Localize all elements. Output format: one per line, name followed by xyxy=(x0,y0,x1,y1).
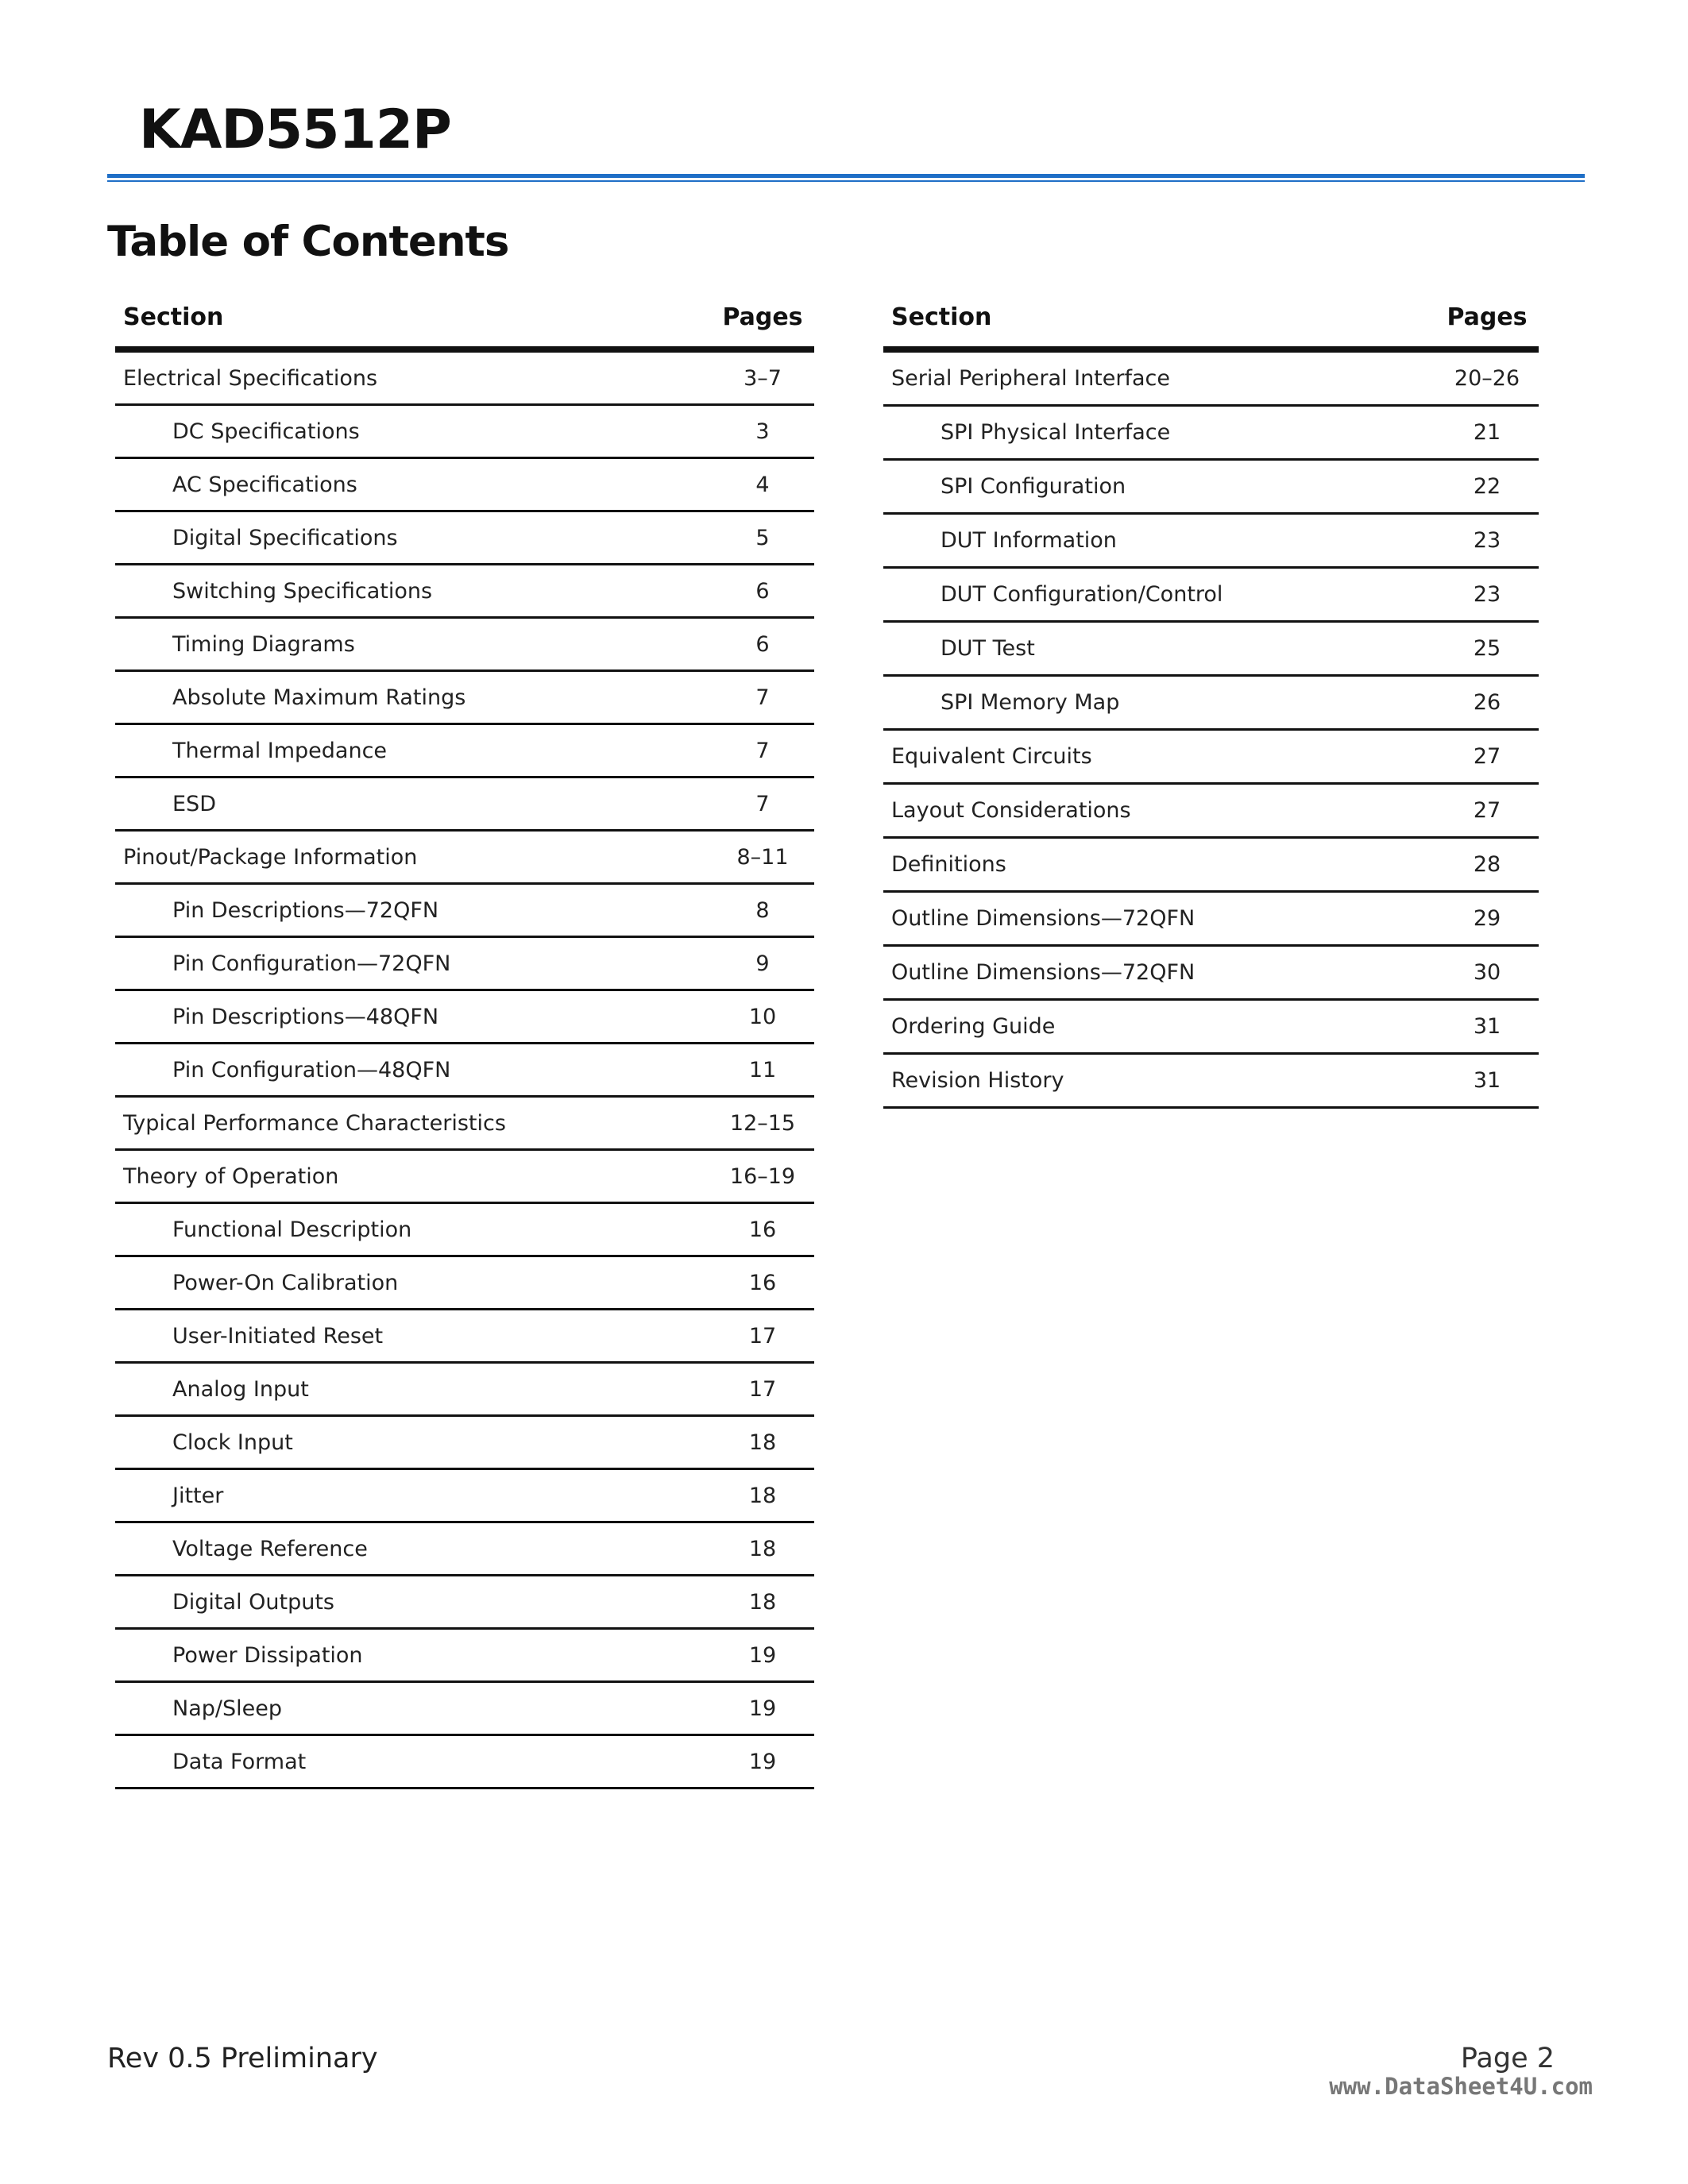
toc-entry-label: Digital Outputs xyxy=(115,1576,711,1629)
toc-subsection-row xyxy=(883,568,1539,622)
toc-subsection-row xyxy=(115,671,814,724)
toc-entry-pages: 8 xyxy=(711,884,814,937)
document-title: KAD5512P xyxy=(139,98,451,161)
toc-entry-label: Digital Specifications xyxy=(115,511,711,565)
toc-entry-pages: 23 xyxy=(1435,514,1539,568)
column-header-pages: Pages xyxy=(711,300,814,349)
toc-entry-pages: 3–7 xyxy=(711,349,814,405)
toc-entry-pages: 26 xyxy=(1435,676,1539,730)
toc-subsection-row xyxy=(115,1629,814,1682)
toc-subsection-row xyxy=(115,884,814,937)
toc-entry-label: Power Dissipation xyxy=(115,1629,711,1682)
toc-entry-label: DUT Information xyxy=(883,514,1435,568)
toc-entry-pages: 28 xyxy=(1435,838,1539,892)
toc-entry-label: DC Specifications xyxy=(115,405,711,458)
toc-entry-pages: 21 xyxy=(1435,406,1539,460)
toc-entry-label: SPI Memory Map xyxy=(883,676,1435,730)
toc-entry-label: Typical Performance Characteristics xyxy=(115,1097,711,1150)
toc-entry-pages: 19 xyxy=(711,1682,814,1735)
toc-entry-pages: 16 xyxy=(711,1203,814,1256)
toc-entry-label: Thermal Impedance xyxy=(115,724,711,778)
toc-entry-label: AC Specifications xyxy=(115,458,711,511)
toc-subsection-row xyxy=(115,1203,814,1256)
toc-entry-pages: 7 xyxy=(711,778,814,831)
toc-entry-pages: 16–19 xyxy=(711,1150,814,1203)
toc-entry-pages: 9 xyxy=(711,937,814,990)
header-rule-thin xyxy=(107,180,1585,182)
toc-entry-pages: 5 xyxy=(711,511,814,565)
toc-entry-pages: 18 xyxy=(711,1416,814,1469)
toc-entry-pages: 27 xyxy=(1435,730,1539,784)
header-rule-thick xyxy=(107,174,1585,178)
toc-entry-pages: 20–26 xyxy=(1435,349,1539,406)
toc-entry-pages: 29 xyxy=(1435,892,1539,946)
toc-entry-label: Definitions xyxy=(883,838,1435,892)
toc-subsection-row xyxy=(115,618,814,671)
toc-section-row xyxy=(883,784,1539,838)
toc-subsection-row xyxy=(115,937,814,990)
toc-entry-label: Outline Dimensions—72QFN xyxy=(883,892,1435,946)
toc-entry-label: Electrical Specifications xyxy=(115,349,711,405)
toc-section-row xyxy=(115,349,814,405)
toc-entry-label: Analog Input xyxy=(115,1363,711,1416)
toc-section-row xyxy=(883,730,1539,784)
toc-subsection-row xyxy=(883,676,1539,730)
footer-revision: Rev 0.5 Preliminary xyxy=(107,2043,378,2074)
toc-entry-pages: 6 xyxy=(711,618,814,671)
toc-entry-pages: 10 xyxy=(711,990,814,1044)
toc-subsection-row xyxy=(115,1576,814,1629)
toc-subsection-row xyxy=(883,406,1539,460)
toc-entry-label: Theory of Operation xyxy=(115,1150,711,1203)
toc-subsection-row xyxy=(115,778,814,831)
toc-entry-label: Nap/Sleep xyxy=(115,1682,711,1735)
toc-subsection-row xyxy=(115,990,814,1044)
toc-entry-label: Ordering Guide xyxy=(883,1000,1435,1054)
watermark-url: www.DataSheet4U.com xyxy=(1329,2073,1593,2100)
toc-entry-pages: 12–15 xyxy=(711,1097,814,1150)
toc-entry-pages: 19 xyxy=(711,1629,814,1682)
toc-entry-label: Pin Descriptions—48QFN xyxy=(115,990,711,1044)
toc-subsection-row xyxy=(115,1522,814,1576)
toc-entry-pages: 6 xyxy=(711,565,814,618)
toc-entry-label: Power-On Calibration xyxy=(115,1256,711,1310)
toc-entry-label: Jitter xyxy=(115,1469,711,1522)
toc-entry-label: Clock Input xyxy=(115,1416,711,1469)
toc-entry-label: SPI Configuration xyxy=(883,460,1435,514)
toc-entry-label: Outline Dimensions—72QFN xyxy=(883,946,1435,1000)
toc-entry-label: Functional Description xyxy=(115,1203,711,1256)
toc-subsection-row xyxy=(115,405,814,458)
toc-entry-label: Pinout/Package Information xyxy=(115,831,711,884)
toc-entry-pages: 8–11 xyxy=(711,831,814,884)
toc-subsection-row xyxy=(115,724,814,778)
toc-entry-label: Pin Configuration—48QFN xyxy=(115,1044,711,1097)
toc-subsection-row xyxy=(115,1363,814,1416)
footer-page-number: Page 2 xyxy=(1460,2043,1555,2074)
toc-entry-pages: 18 xyxy=(711,1469,814,1522)
toc-subsection-row xyxy=(115,458,814,511)
toc-entry-pages: 7 xyxy=(711,724,814,778)
toc-entry-pages: 17 xyxy=(711,1310,814,1363)
toc-entry-pages: 17 xyxy=(711,1363,814,1416)
toc-entry-pages: 31 xyxy=(1435,1054,1539,1108)
toc-entry-pages: 23 xyxy=(1435,568,1539,622)
toc-entry-label: Revision History xyxy=(883,1054,1435,1108)
toc-section-row xyxy=(115,1097,814,1150)
toc-entry-label: User-Initiated Reset xyxy=(115,1310,711,1363)
toc-entry-pages: 16 xyxy=(711,1256,814,1310)
toc-subsection-row xyxy=(115,1682,814,1735)
toc-table-left xyxy=(115,300,814,1789)
toc-entry-pages: 18 xyxy=(711,1522,814,1576)
toc-entry-label: Pin Descriptions—72QFN xyxy=(115,884,711,937)
toc-subsection-row xyxy=(115,511,814,565)
toc-section-row xyxy=(883,838,1539,892)
toc-entry-label: Absolute Maximum Ratings xyxy=(115,671,711,724)
toc-section-row xyxy=(883,1000,1539,1054)
toc-entry-label: Pin Configuration—72QFN xyxy=(115,937,711,990)
toc-table-right xyxy=(883,300,1539,1109)
toc-entry-label: SPI Physical Interface xyxy=(883,406,1435,460)
toc-entry-label: Data Format xyxy=(115,1735,711,1788)
toc-header-row xyxy=(883,300,1539,349)
toc-subsection-row xyxy=(115,565,814,618)
toc-subsection-row xyxy=(115,1044,814,1097)
toc-subsection-row xyxy=(115,1469,814,1522)
toc-heading: Table of Contents xyxy=(107,218,509,266)
toc-section-row xyxy=(115,831,814,884)
toc-entry-label: Equivalent Circuits xyxy=(883,730,1435,784)
toc-entry-pages: 4 xyxy=(711,458,814,511)
toc-entry-pages: 11 xyxy=(711,1044,814,1097)
toc-entry-pages: 30 xyxy=(1435,946,1539,1000)
toc-entry-pages: 25 xyxy=(1435,622,1539,676)
toc-entry-label: DUT Test xyxy=(883,622,1435,676)
toc-entry-pages: 19 xyxy=(711,1735,814,1788)
toc-entry-pages: 3 xyxy=(711,405,814,458)
toc-entry-label: Switching Specifications xyxy=(115,565,711,618)
toc-entry-label: ESD xyxy=(115,778,711,831)
toc-entry-pages: 18 xyxy=(711,1576,814,1629)
toc-section-row xyxy=(883,1054,1539,1108)
toc-entry-pages: 7 xyxy=(711,671,814,724)
toc-entry-pages: 31 xyxy=(1435,1000,1539,1054)
toc-entry-label: DUT Configuration/Control xyxy=(883,568,1435,622)
toc-entry-label: Serial Peripheral Interface xyxy=(883,349,1435,406)
toc-header-row xyxy=(115,300,814,349)
column-header-section: Section xyxy=(883,300,1435,349)
toc-subsection-row xyxy=(115,1310,814,1363)
toc-entry-pages: 22 xyxy=(1435,460,1539,514)
toc-section-row xyxy=(883,946,1539,1000)
toc-subsection-row xyxy=(115,1256,814,1310)
toc-subsection-row xyxy=(115,1416,814,1469)
toc-subsection-row xyxy=(883,514,1539,568)
toc-entry-label: Layout Considerations xyxy=(883,784,1435,838)
toc-section-row xyxy=(883,892,1539,946)
toc-entry-pages: 27 xyxy=(1435,784,1539,838)
toc-section-row xyxy=(883,349,1539,406)
toc-section-row xyxy=(115,1150,814,1203)
column-header-pages: Pages xyxy=(1435,300,1539,349)
toc-subsection-row xyxy=(883,622,1539,676)
toc-entry-label: Timing Diagrams xyxy=(115,618,711,671)
column-header-section: Section xyxy=(115,300,711,349)
toc-entry-label: Voltage Reference xyxy=(115,1522,711,1576)
toc-subsection-row xyxy=(115,1735,814,1788)
toc-subsection-row xyxy=(883,460,1539,514)
